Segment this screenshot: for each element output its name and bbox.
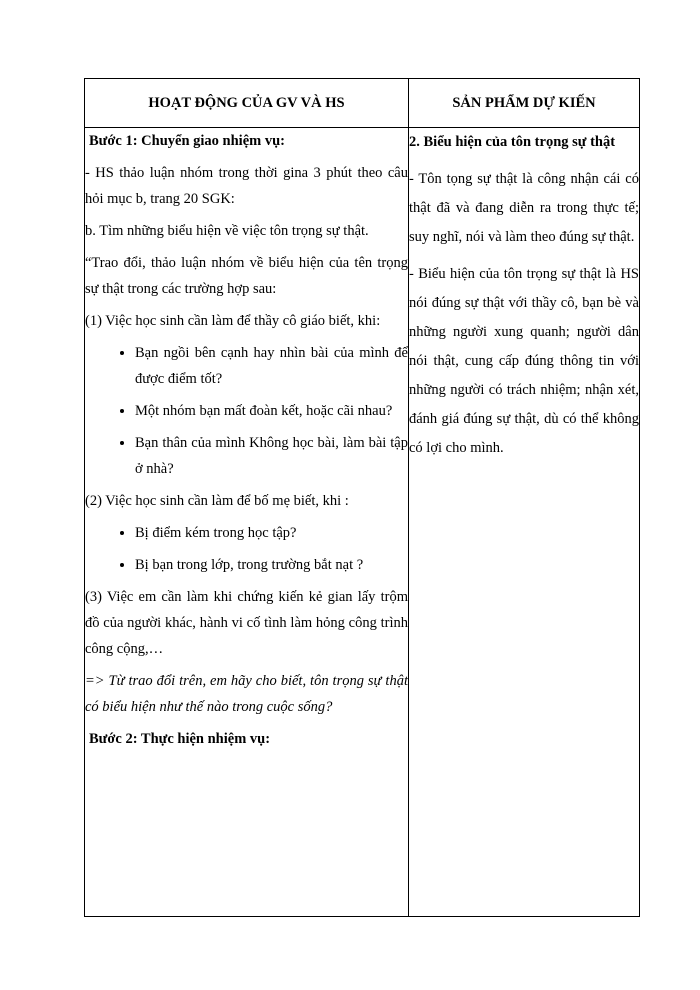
task-b-paragraph: b. Tìm những biểu hiện về việc tôn trọng sự thật. — [85, 223, 369, 239]
list-item: • Bạn thân của mình Không học bài, làm bài tập ở nhà? — [135, 430, 408, 482]
list-item: • Một nhóm bạn mất đoàn kết, hoặc cãi nhau? — [135, 398, 408, 424]
header-activities: HOẠT ĐỘNG CỦA GV VÀ HS — [85, 79, 409, 128]
products-cell — [409, 128, 640, 917]
discussion-paragraph: “Trao đổi, thảo luận nhóm về biểu hiện của tên trọng sự thật trong các trường hợp sau: — [85, 255, 408, 297]
step1-heading: Bước 1: Chuyển giao nhiệm vụ: — [89, 133, 285, 149]
list-item: • Bị bạn trong lớp, trong trường bắt nạt ? — [135, 552, 408, 578]
question-1: (1) Việc học sinh cần làm để thầy cô giáo biết, khi: — [85, 313, 381, 329]
expression-paragraph: - Biểu hiện của tôn trọng sự thật là HS nói đúng sự thật với thầy cô, bạn bè và những người xung quanh; người dân nói thật, cung cấp đúng thông tin với những người có trách nhiệm; nhận xét, đánh giá đúng sự thật, dù có thể không có lợi cho mình. — [409, 266, 639, 456]
definition-paragraph: - Tôn tọng sự thật là công nhận cái có thật đã và đang diễn ra trong thực tế; suy nghĩ, nói và làm theo đúng sự thật. — [409, 171, 639, 245]
list-item: • Bị điểm kém trong học tập? — [135, 520, 408, 546]
lesson-table — [84, 78, 640, 917]
table-content-row — [85, 128, 640, 917]
activities-cell — [85, 128, 409, 917]
list-item: • Bạn ngồi bên cạnh hay nhìn bài của mình để được điểm tốt? — [135, 340, 408, 392]
header-expected-products: SẢN PHẨM DỰ KIẾN — [409, 79, 640, 128]
question-3: (3) Việc em cần làm khi chứng kiến kẻ gian lấy trộm đồ của người khác, hành vi cố tình làm hỏng công trình công cộng,… — [85, 589, 408, 657]
question-2-list — [85, 520, 408, 578]
question-2: (2) Việc học sinh cần làm để bố mẹ biết, khi : — [85, 493, 349, 509]
instruction-paragraph: - HS thảo luận nhóm trong thời gina 3 phút theo câu hỏi mục b, trang 20 SGK: — [85, 165, 408, 207]
step2-heading: Bước 2: Thực hiện nhiệm vụ: — [89, 731, 271, 747]
conclusion-question: => Từ trao đổi trên, em hãy cho biết, tôn trọng sự thật có biểu hiện như thế nào trong cuộc sống? — [85, 673, 408, 715]
question-1-list — [85, 340, 408, 482]
table-header-row — [85, 79, 640, 128]
section-title: 2. Biểu hiện của tôn trọng sự thật — [409, 134, 616, 150]
